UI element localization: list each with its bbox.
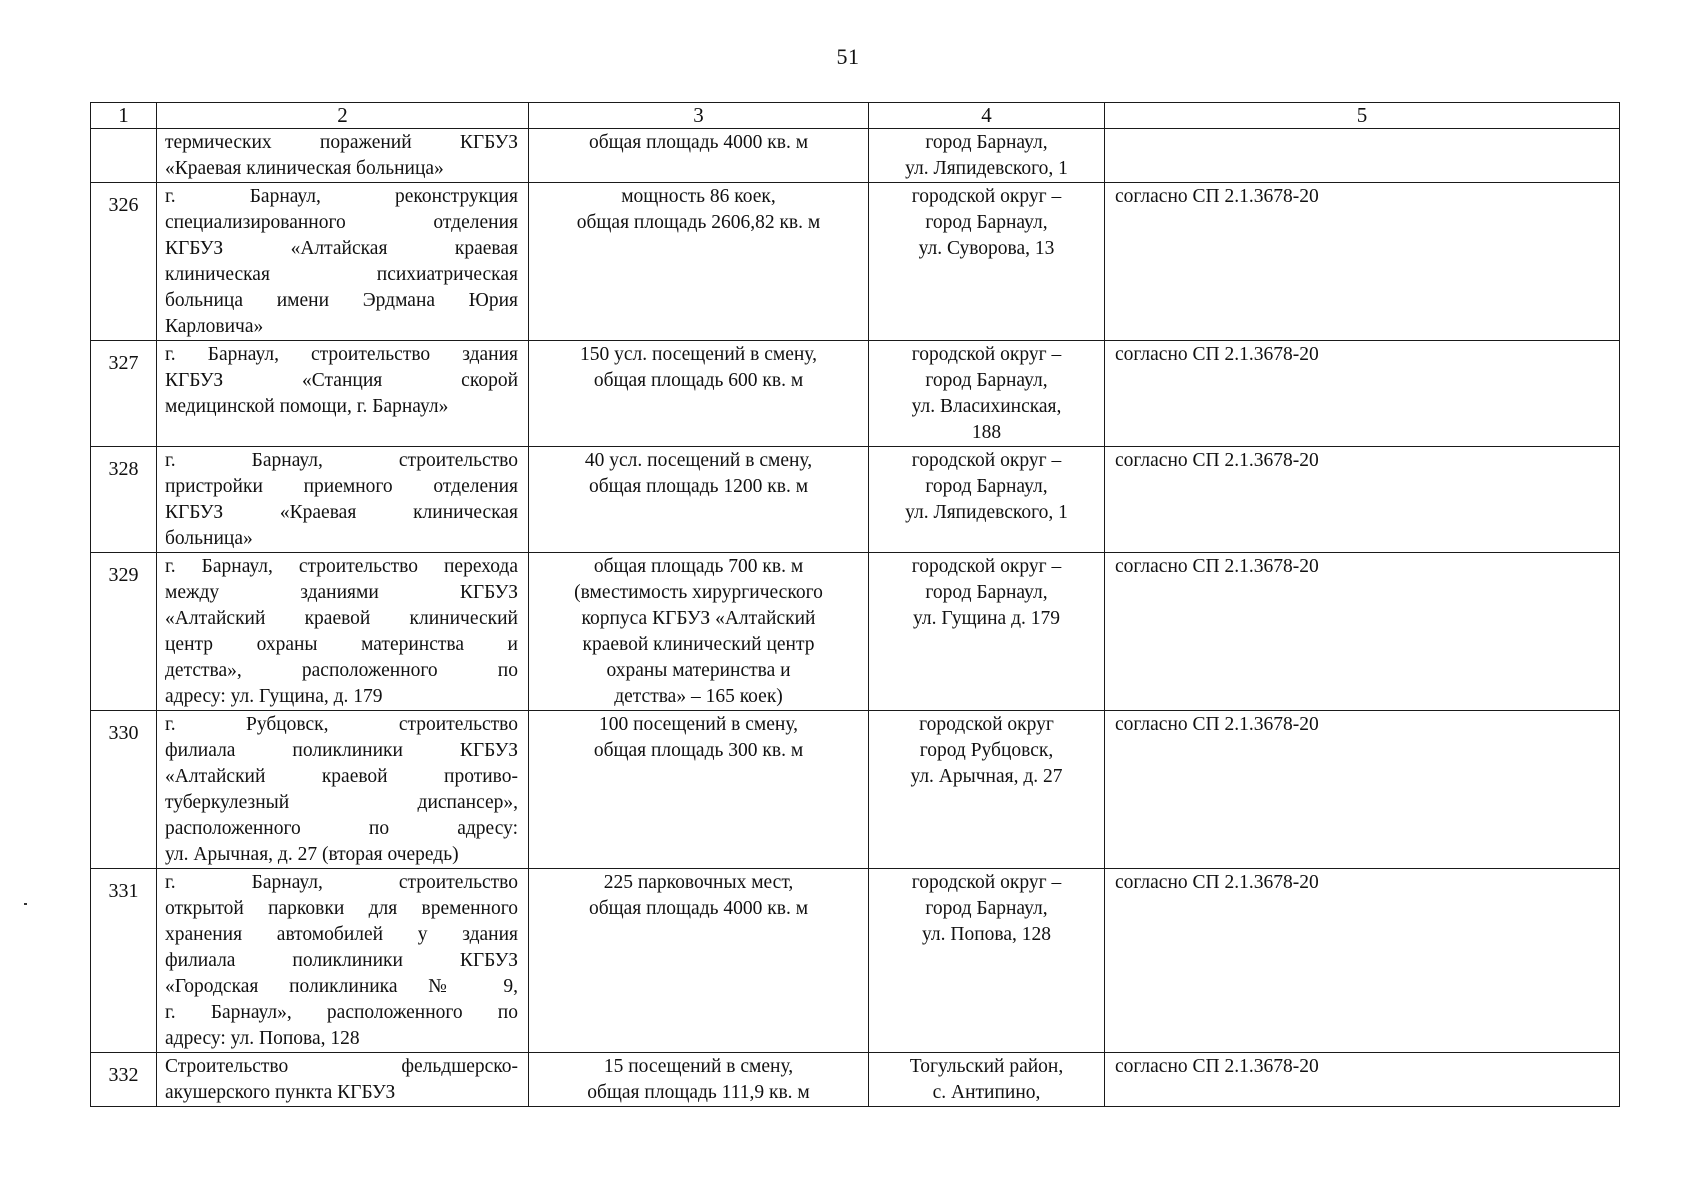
capacity-cell	[529, 711, 869, 869]
object-name-line: акушерского пункта КГБУЗ	[165, 1082, 396, 1103]
zone-note-cell	[1105, 129, 1620, 183]
object-name-line: открытой парковки для временного	[165, 898, 518, 919]
capacity-line: 15 посещений в смену,	[603, 1056, 794, 1077]
capacity-line: мощность 86 коек,	[621, 186, 776, 207]
object-name-line: г. Рубцовск, строительство	[165, 714, 518, 735]
capacity-cell	[529, 447, 869, 553]
zone-note-cell: согласно СП 2.1.3678-20	[1105, 447, 1620, 553]
object-name-line: «Алтайский краевой противо-	[165, 766, 518, 787]
location-cell	[869, 447, 1105, 553]
location-line: городской округ	[919, 714, 1054, 735]
object-name-line: Карловича»	[165, 316, 264, 337]
capacity-cell	[529, 183, 869, 341]
capacity-line: общая площадь 600 кв. м	[593, 370, 804, 391]
capacity-line: общая площадь 4000 кв. м	[588, 132, 809, 153]
object-name-cell	[157, 447, 529, 553]
object-name-cell	[157, 1053, 529, 1107]
object-name-line: туберкулезный диспансер»,	[165, 792, 518, 813]
table-body	[91, 129, 1620, 1107]
object-name-cell	[157, 183, 529, 341]
object-name-line: специализированного отделения	[165, 212, 518, 233]
capacity-line: общая площадь 4000 кв. м	[588, 898, 809, 919]
capacity-line: общая площадь 111,9 кв. м	[587, 1082, 810, 1103]
row-number	[91, 129, 157, 183]
capacity-line: охраны материнства и	[606, 660, 791, 681]
location-cell	[869, 341, 1105, 447]
location-line: ул. Ляпидевского, 1	[905, 502, 1068, 523]
object-name-line: «Краевая клиническая больница»	[165, 158, 444, 179]
location-line: ул. Попова, 128	[922, 924, 1051, 945]
zone-note-cell: согласно СП 2.1.3678-20	[1105, 1053, 1620, 1107]
scan-speck	[24, 903, 27, 905]
location-line: с. Антипино,	[932, 1082, 1041, 1103]
location-line: город Барнаул,	[925, 476, 1048, 497]
capacity-line: 40 усл. посещений в смену,	[584, 450, 813, 471]
object-name-line: больница»	[165, 528, 253, 549]
object-name-line: Строительство фельдшерско-	[165, 1056, 518, 1077]
location-line: городской округ –	[911, 450, 1062, 471]
zone-note-cell: согласно СП 2.1.3678-20	[1105, 711, 1620, 869]
object-name-line: г. Барнаул», расположенного по	[165, 1002, 518, 1023]
capacity-cell	[529, 1053, 869, 1107]
object-name-line: адресу: ул. Попова, 128	[165, 1028, 360, 1049]
table-row	[91, 341, 1620, 447]
location-cell	[869, 1053, 1105, 1107]
objects-table	[90, 102, 1620, 1107]
location-line: городской округ –	[911, 556, 1062, 577]
location-cell	[869, 553, 1105, 711]
zone-note-cell: согласно СП 2.1.3678-20	[1105, 553, 1620, 711]
table-row	[91, 711, 1620, 869]
object-name-line: ул. Арычная, д. 27 (вторая очередь)	[165, 844, 459, 865]
object-name-cell	[157, 869, 529, 1053]
object-name-line: расположенного по адресу:	[165, 818, 518, 839]
row-number: 331	[91, 869, 157, 1053]
object-name-line: филиала поликлиники КГБУЗ	[165, 740, 518, 761]
location-cell	[869, 711, 1105, 869]
object-name-cell	[157, 129, 529, 183]
object-name-line: больница имени Эрдмана Юрия	[165, 290, 518, 311]
header-col-2: 2	[157, 103, 529, 129]
table-row	[91, 129, 1620, 183]
row-number: 330	[91, 711, 157, 869]
capacity-line: 150 усл. посещений в смену,	[580, 344, 817, 365]
location-line: город Барнаул,	[925, 370, 1048, 391]
object-name-line: центр охраны материнства и	[165, 634, 518, 655]
location-line: ул. Арычная, д. 27	[910, 766, 1063, 787]
object-name-cell	[157, 553, 529, 711]
object-name-line: КГБУЗ «Краевая клиническая	[165, 502, 518, 523]
capacity-cell	[529, 869, 869, 1053]
table-row	[91, 183, 1620, 341]
capacity-line: детства» – 165 коек)	[614, 686, 783, 707]
location-cell	[869, 129, 1105, 183]
location-line: городской округ –	[911, 872, 1062, 893]
object-name-line: г. Барнаул, строительство	[165, 450, 518, 471]
object-name-line: хранения автомобилей у здания	[165, 924, 518, 945]
row-number: 326	[91, 183, 157, 341]
row-number: 332	[91, 1053, 157, 1107]
capacity-line: 100 посещений в смену,	[598, 714, 799, 735]
object-name-line: КГБУЗ «Станция скорой	[165, 370, 518, 391]
zone-note-cell: согласно СП 2.1.3678-20	[1105, 869, 1620, 1053]
location-line: город Барнаул,	[925, 582, 1048, 603]
object-name-line: клиническая психиатрическая	[165, 264, 518, 285]
header-col-3: 3	[529, 103, 869, 129]
table-row	[91, 1053, 1620, 1107]
object-name-cell	[157, 711, 529, 869]
location-line: городской округ –	[911, 186, 1062, 207]
object-name-line: КГБУЗ «Алтайская краевая	[165, 238, 518, 259]
object-name-line: «Городская поликлиника № 9,	[165, 976, 518, 997]
location-line: ул. Суворова, 13	[918, 238, 1055, 259]
zone-note-cell: согласно СП 2.1.3678-20	[1105, 183, 1620, 341]
object-name-line: пристройки приемного отделения	[165, 476, 518, 497]
object-name-line: адресу: ул. Гущина, д. 179	[165, 686, 383, 707]
capacity-line: общая площадь 1200 кв. м	[588, 476, 809, 497]
location-line: 188	[971, 422, 1002, 443]
capacity-cell	[529, 341, 869, 447]
capacity-cell	[529, 129, 869, 183]
location-cell	[869, 869, 1105, 1053]
header-col-1: 1	[91, 103, 157, 129]
object-name-line: между зданиями КГБУЗ	[165, 582, 518, 603]
object-name-line: г. Барнаул, строительство	[165, 872, 518, 893]
object-name-line: г. Барнаул, строительство перехода	[165, 556, 518, 577]
capacity-line: (вместимость хирургического	[574, 582, 823, 603]
header-col-4: 4	[869, 103, 1105, 129]
location-line: город Барнаул,	[925, 132, 1048, 153]
table-row	[91, 553, 1620, 711]
object-name-line: филиала поликлиники КГБУЗ	[165, 950, 518, 971]
table-row	[91, 447, 1620, 553]
capacity-line: 225 парковочных мест,	[603, 872, 794, 893]
object-name-line: «Алтайский краевой клинический	[165, 608, 518, 629]
page-number: 51	[836, 44, 860, 69]
location-line: Тогульский район,	[909, 1056, 1064, 1077]
header-col-5: 5	[1105, 103, 1620, 129]
capacity-line: краевой клинический центр	[582, 634, 815, 655]
table-header-row	[91, 103, 1620, 129]
location-line: город Рубцовск,	[919, 740, 1054, 761]
location-line: город Барнаул,	[925, 898, 1048, 919]
object-name-line: детства», расположенного по	[165, 660, 518, 681]
capacity-line: общая площадь 700 кв. м	[593, 556, 804, 577]
location-cell	[869, 183, 1105, 341]
location-line: ул. Ляпидевского, 1	[905, 158, 1068, 179]
object-name-line: медицинской помощи, г. Барнаул»	[165, 396, 449, 417]
capacity-cell	[529, 553, 869, 711]
location-line: город Барнаул,	[925, 212, 1048, 233]
capacity-line: общая площадь 300 кв. м	[593, 740, 804, 761]
row-number: 329	[91, 553, 157, 711]
location-line: ул. Гущина д. 179	[913, 608, 1060, 629]
row-number: 327	[91, 341, 157, 447]
location-line: городской округ –	[911, 344, 1062, 365]
object-name-cell	[157, 341, 529, 447]
object-name-line: термических поражений КГБУЗ	[165, 132, 518, 153]
zone-note-cell: согласно СП 2.1.3678-20	[1105, 341, 1620, 447]
capacity-line: общая площадь 2606,82 кв. м	[576, 212, 821, 233]
location-line: ул. Власихинская,	[911, 396, 1062, 417]
capacity-line: корпуса КГБУЗ «Алтайский	[581, 608, 816, 629]
row-number: 328	[91, 447, 157, 553]
table-row	[91, 869, 1620, 1053]
object-name-line: г. Барнаул, реконструкция	[165, 186, 518, 207]
object-name-line: г. Барнаул, строительство здания	[165, 344, 518, 365]
